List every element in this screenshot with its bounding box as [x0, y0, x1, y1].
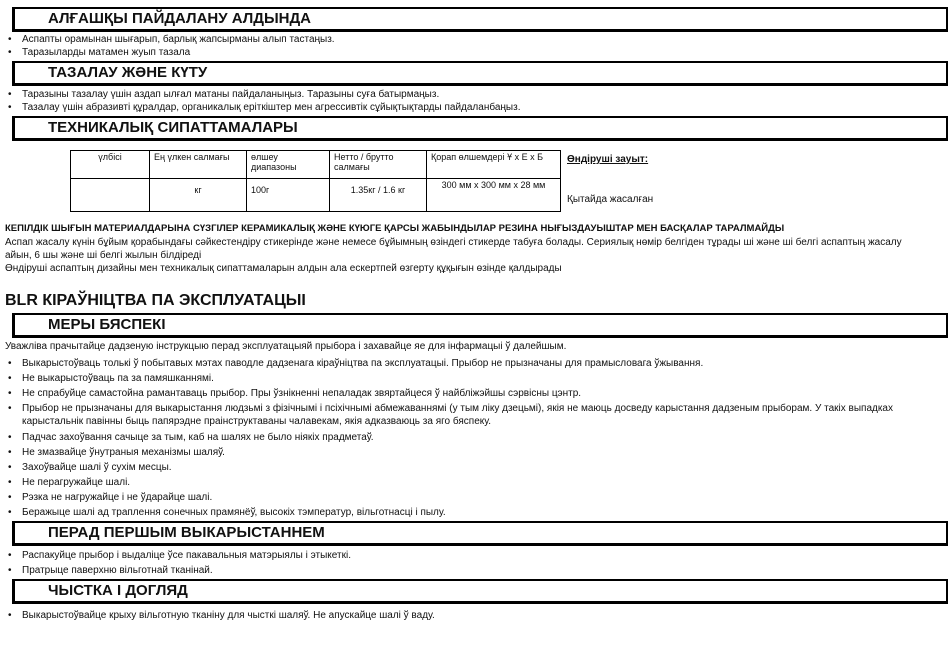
list-item: • Таразыларды матамен жуып тазала: [8, 46, 190, 59]
list-item: • Захоўвайце шалі ў сухім месцы.: [8, 461, 172, 474]
table-cell: 100г: [247, 179, 330, 212]
manufacturer-value: Қытайда жасалған: [567, 194, 654, 205]
warranty-note: КЕПІЛДІК ШЫҒЫН МАТЕРИАЛДАРЫНА СҮЗГІЛЕР КЕРАМИКАЛЫҚ ЖӘНЕ КҮЮГЕ ҚАРСЫ ЖАБЫНДЫЛАР РЕЗИНА НЫҒЫЗДАУЫШТАР МЕН БАСҚАЛАР ТАРАЛМАЙДЫ: [5, 223, 785, 234]
table-cell: кг: [150, 179, 247, 212]
list-item: • Распакуйце прыбор і выдаліце ўсе пакавальныя матэрыялы і этыкеткі.: [8, 549, 351, 562]
list-item: • Не перагружайце шалі.: [8, 476, 130, 489]
table-header: Қорап өлшемдері Ұ х Е х Б: [427, 151, 561, 179]
table-header: үлбісі: [71, 151, 150, 179]
rights-note: Өндіруші аспаптың дизайны мен техникалық сипаттамаларын алдын ала ескертпей өзгерту құқығын өзінде қалдырады: [5, 263, 562, 274]
list-item: • Пратрыце паверхню вільготнай тканінай.: [8, 564, 213, 577]
serial-note: Аспап жасалу күнін бұйым қорабындағы сәйкестендіру стикерінде және немесе бұйымның өзіндегі стикерде табуға болады. Сериялық нөмір белгіден тұрады ші және ші белгі аспаптың жасалу: [5, 237, 902, 248]
list-item: • Тазалау үшін абразивті құралдар, органикалық еріткіштер мен агрессивтік сұйықтықтарды пайдаланбаңыз.: [8, 101, 521, 114]
list-item: • Аспапты орамынан шығарып, барлық жапсырманы алып тастаңыз.: [8, 33, 335, 46]
spec-table: [70, 150, 561, 212]
section-heading: [12, 313, 948, 338]
list-item: • Выкарыстоўваць толькі ў побытавых мэтах паводле дадзенага кіраўніцтва па эксплуатацыі. Прыбор не прызначаны для прамысловага ўжывання.: [8, 357, 703, 370]
table-header: Нетто / брутто салмағы: [330, 151, 427, 179]
section-heading: [12, 579, 948, 604]
table-row: [71, 179, 561, 212]
table-cell: 300 мм х 300 мм х 28 мм: [427, 179, 561, 212]
heading-text: ТЕХНИКАЛЫҚ СИПАТТАМАЛАРЫ: [48, 119, 298, 136]
intro-text: Уважліва прачытайце дадзеную інструкцыю перад эксплуатацыяй прыбора і захавайце яе для інфармацыі ў далейшым.: [5, 341, 567, 352]
heading-text: ТАЗАЛАУ ЖӘНЕ КҮТУ: [48, 64, 208, 81]
heading-text: ПЕРАД ПЕРШЫМ ВЫКАРЫСТАННЕМ: [48, 524, 325, 541]
list-item: • Падчас захоўвання сачыце за тым, каб на шалях не было ніякіх прадметаў.: [8, 431, 374, 444]
list-item: • Выкарыстоўвайце крыху вільготную тканіну для чысткі шаляў. Не апускайце шалі ў ваду.: [8, 609, 435, 622]
table-header: өлшеу диапазоны: [247, 151, 330, 179]
serial-note: айын, 6 шы және ші белгі жылын білдіреді: [5, 250, 202, 261]
table-cell: [71, 179, 150, 212]
heading-text: МЕРЫ БЯСПЕКІ: [48, 316, 166, 333]
heading-text: АЛҒАШҚЫ ПАЙДАЛАНУ АЛДЫНДА: [48, 10, 312, 27]
list-item: • Не выкарыстоўваць па за памяшканнямі.: [8, 372, 214, 385]
page-title: BLR КІРАЎНІЦТВА ПА ЭКСПЛУАТАЦЫІ: [5, 292, 306, 309]
table-header-row: [71, 151, 561, 179]
heading-text: ЧЫСТКА І ДОГЛЯД: [48, 582, 188, 599]
table-cell: 1.35кг / 1.6 кг: [330, 179, 427, 212]
section-heading: [12, 521, 948, 546]
list-item: • Прыбор не прызначаны для выкарыстання людзьмі з фізічнымі і псіхічнымі абмежаваннямі (у тым ліку дзецьмі), якія не маюць досведу карыстання дадзеным прыборам. У такіх выпадках карыстальнік павінны быць папярэдне праінструктаваны чалавекам, якія адказваюць за яго бяспеку.: [8, 402, 908, 428]
list-item: • Рэзка не нагружайце і не ўдарайце шалі.: [8, 491, 212, 504]
section-heading: [12, 61, 948, 86]
list-item: • Не змазвайце ўнутраныя механізмы шаляў.: [8, 446, 225, 459]
list-item: • Беражыце шалі ад траплення сонечных прамянёў, высокіх тэмператур, вільготнасці і пылу.: [8, 506, 446, 519]
list-item: • Не спрабуйце самастойна рамантаваць прыбор. Пры ўзнікненні непаладак звяртайцеся ў найбліжэйшы сэрвісны цэнтр.: [8, 387, 581, 400]
table-header: Ең үлкен салмағы: [150, 151, 247, 179]
list-item: • Таразыны тазалау үшін аздап ылғал матаны пайдаланыңыз. Таразыны суға батырмаңыз.: [8, 88, 439, 101]
section-heading: [12, 116, 948, 141]
section-heading: [12, 7, 948, 32]
manufacturer-label: Өндіруші зауыт:: [567, 154, 649, 165]
